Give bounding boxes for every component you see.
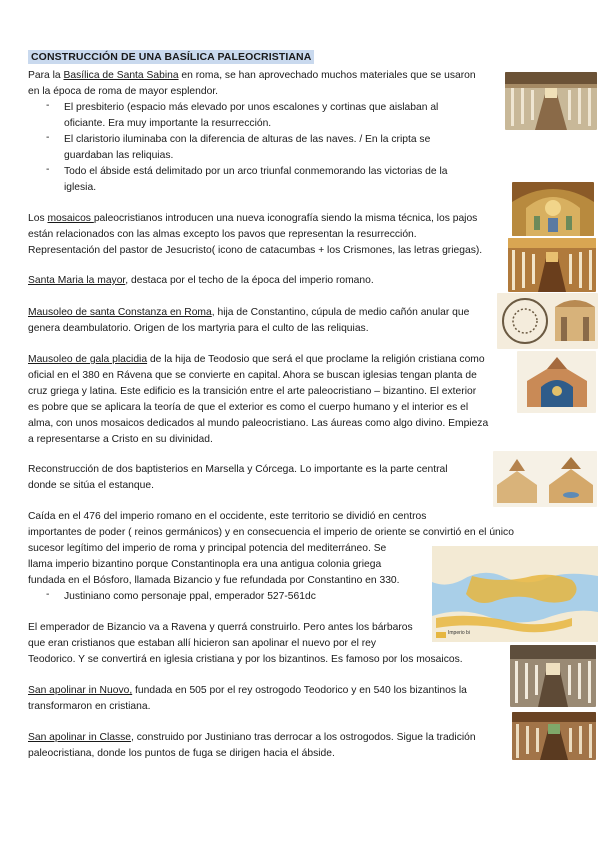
san-apolinar-nuovo-image <box>510 645 596 707</box>
santa-constanza-plan-image <box>497 293 598 349</box>
bullet-dash: - <box>46 164 50 175</box>
s5-line6: a representarse a Cristo en su divinidad. <box>28 434 213 445</box>
bullet-dash: - <box>46 589 50 600</box>
s4-line1 <box>28 305 469 321</box>
san-apolinar-classe-link[interactable]: San apolinar in Classe <box>28 732 132 743</box>
s5-line1 <box>28 352 485 368</box>
s4-line2: genera deambulatorio. Origen de los martyria para el culto de las reliquias. <box>28 323 369 334</box>
s6-line2: donde se sitúa el estanque. <box>28 480 154 491</box>
s3-line1 <box>28 273 374 289</box>
s5-line2: oficial en el 380 en Rávena que se convierte en capital. Ahora se buscan iglesias tengan planta de <box>28 370 477 381</box>
santa-maria-mayor-image <box>508 238 596 292</box>
text: Los <box>28 213 48 224</box>
s1-bullet1-l1: El presbiterio (espacio más elevado por unos escalones y cortinas que aislaban al <box>64 102 439 113</box>
map-legend-label: Imperio bi <box>448 630 470 636</box>
byzantine-empire-map-image <box>432 546 598 642</box>
gala-placidia-image <box>517 351 596 413</box>
s5-line4: es pobre que se aplicara la teoría de que el exterior es como el cuerpo humano y el interior es el <box>28 402 469 413</box>
s10-line2: paleocristiana, donde los puntos de fuga se dirigen hacia el ábside. <box>28 748 335 759</box>
s1-bullet3-l1: Todo el ábside está delimitado por un arco triunfal conmemorando las victorias de la <box>64 166 448 177</box>
gala-placidia-link[interactable]: Mausoleo de gala placidia <box>28 354 148 365</box>
s7-line3: sucesor legítimo del imperio de roma y principal potencia del mediterráneo. Se <box>28 543 387 554</box>
s10-line1 <box>28 730 476 746</box>
s1-bullet1-l2: oficiante. Era muy importante la resurrección. <box>64 118 272 129</box>
s7-line2: importantes de poder ( reinos germánicos) y en consecuencia el imperio de oriente se convirtió en el único <box>28 527 514 538</box>
s2-line1 <box>28 211 477 227</box>
s7-bullet: Justiniano como personaje ppal, emperador 527-561dc <box>64 591 316 602</box>
text: paleocristianos introducen una nueva iconografía siendo la misma técnica, los pajos <box>93 213 478 224</box>
s7-line5: fundada en el Bósforo, llamada Bizancio y fue refundada por Constantino en 330. <box>28 575 400 586</box>
s1-bullet2-l1: El claristorio iluminaba con la diferencia de alturas de las naves. / En la cripta se <box>64 134 431 145</box>
text: , construido por Justiniano tras derrocar a los ostrogodos. Sigue la tradición <box>131 732 476 743</box>
san-apolinar-classe-image <box>512 712 596 760</box>
santa-constanza-link[interactable]: Mausoleo de santa Constanza en Roma <box>28 307 212 318</box>
text: , destaca por el techo de la época del imperio romano. <box>125 275 374 286</box>
s9-line2: transformaron en cristiana. <box>28 701 151 712</box>
s5-line3: cruz griega y latina. Este edificio es la transición entre el arte paleocristiano – bizantino. El exterior <box>28 386 477 397</box>
s2-line2: están relacionados con las almas excepto los pavos que representan la resurrección. <box>28 229 417 240</box>
s8-line1: El emperador de Bizancio va a Ravena y querrá construirlo. Pero antes los bárbaros <box>28 622 413 633</box>
santa-maria-link[interactable]: Santa Maria la mayor <box>28 275 126 286</box>
basilica-santa-sabina-link[interactable]: Basílica de Santa Sabina <box>63 70 179 81</box>
bullet-dash: - <box>46 100 50 111</box>
s8-line2: que eran cristianos que estaban allí hicieron san apolinar el nuevo por el rey <box>28 638 377 649</box>
bullet-dash: - <box>46 132 50 143</box>
s6-line1: Reconstrucción de dos baptisterios en Marsella y Córcega. Lo importante es la parte central <box>28 464 448 475</box>
s1-line1 <box>28 68 476 84</box>
s1-line2: en la época de roma de mayor esplendor. <box>28 86 219 97</box>
baptistery-image <box>493 451 597 507</box>
s5-line5: alma, con unos mosaicos dedicados al mundo paleocristiano. Las áureas como algo divino. Empieza <box>28 418 489 429</box>
text: de la hija de Teodosio que será el que proclame la religión cristiana como <box>147 354 485 365</box>
s1-bullet3-l2: iglesia. <box>64 182 97 193</box>
s2-line3: Representación del pastor de Jesucristo( icono de catacumbas + los Crismones, las letras griegas). <box>28 245 483 256</box>
text: fundada en 505 por el rey ostrogodo Teodorico y en 540 los bizantinos la <box>132 685 467 696</box>
s1-bullet2-l2: guardaban las reliquias. <box>64 150 174 161</box>
text: , hija de Constantino, cúpula de medio cañón anular que <box>211 307 470 318</box>
s8-line3: Teodorico. Y se convertirá en iglesia cristiana y por los bizantinos. Es famoso por los mosaicos. <box>28 654 463 665</box>
page-title: CONSTRUCCIÓN DE UNA BASÍLICA PALEOCRISTIANA <box>28 50 314 64</box>
text: Para la <box>28 70 64 81</box>
s7-line1: Caída en el 476 del imperio romano en el occidente, este territorio se dividió en centros <box>28 511 427 522</box>
text: en roma, se han aprovechado muchos materiales que se usaron <box>178 70 476 81</box>
mosaic-image <box>512 182 594 236</box>
san-apolinar-nuovo-link[interactable]: San apolinar in Nuovo, <box>28 685 133 696</box>
s9-line1 <box>28 683 467 699</box>
s7-line4: llama imperio bizantino porque Constantinopla era una antigua colonia griega <box>28 559 382 570</box>
mosaicos-link[interactable]: mosaicos <box>47 213 94 224</box>
santa-sabina-interior-image <box>505 72 597 130</box>
